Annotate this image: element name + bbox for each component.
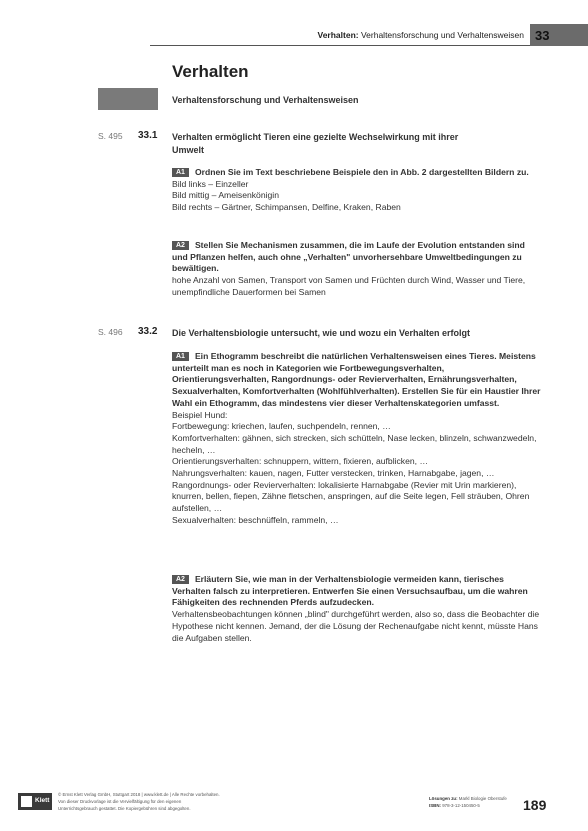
footer-isbn: 978-3-12-150450-5 (442, 802, 480, 808)
chapter-number-tab: 33 (530, 24, 588, 46)
answer-line: Komfortverhalten: gähnen, sich strecken, sich schütteln, Nase lecken, blinzeln, schwanzwedeln, hecheln, … (172, 432, 537, 455)
footer-copyright-line: Unterrichtsgebrauch gestattet. Die Kopiergebühren sind abgegolten. (58, 805, 191, 811)
task-question (172, 240, 542, 275)
klett-logo-mark (21, 796, 32, 807)
header-section-title (318, 30, 525, 40)
page-number: 189 (523, 797, 547, 813)
running-header (0, 24, 588, 46)
task-question-text: Erläutern Sie, wie man in der Verhaltensbiologie vermeiden kann, tierisches Verhalten falsch zu interpretieren. Entwerfen Sie einen Versuchsaufbau, um die wahren Fähigkeiten des rechnenden Pferds aufzudecken. (172, 574, 528, 608)
answer-line: Nahrungsverhalten: kauen, nagen, Futter verstecken, trinken, Harnabgabe, jagen, … (172, 468, 495, 479)
header-section-rest: Verhaltensforschung und Verhaltensweisen (358, 30, 524, 40)
klett-logo (18, 793, 52, 810)
section-page-ref: S. 495 (98, 131, 123, 141)
section-page-ref: S. 496 (98, 327, 123, 337)
footer-book-title: Markl Biologie Oberstufe (458, 796, 507, 801)
task-question (172, 167, 542, 179)
task-question-text: Ordnen Sie im Text beschriebene Beispiele den in Abb. 2 dargestellten Bildern zu. (194, 167, 529, 177)
task-answer (172, 410, 542, 527)
footer-copyright-line: Von dieser Druckvorlage ist die Vervielfältigung für den eigenen (58, 798, 182, 804)
answer-line: Verhaltensbeobachtungen können „blind" durchgeführt werden, also so, dass die Beobachter die Hypothese nicht kennen. Jemand, der die Lösung der Rechenaufgabe nicht kennt, müsste Hans die Aufgaben stellen. (172, 609, 540, 643)
task-33-1-a1 (172, 167, 542, 214)
answer-line: Bild mittig – Ameisenkönigin (172, 190, 279, 201)
answer-line: Orientierungsverhalten: schnuppern, wittern, fixieren, aufblicken, … (172, 456, 429, 467)
header-rule (150, 45, 530, 46)
task-question-text: Stellen Sie Mechanismen zusammen, die im Laufe der Evolution entstanden sind und Pflanzen helfen, auch ohne „Verhalten" unvorhersehbare Umweltbedingungen zu bewältigen. (172, 240, 525, 274)
footer-copyright (58, 792, 288, 812)
task-label-badge: A2 (172, 241, 189, 250)
section-title: Die Verhaltensbiologie untersucht, wie und wozu ein Verhalten erfolgt (172, 328, 471, 338)
task-label-badge: A2 (172, 575, 189, 584)
task-label-badge: A1 (172, 168, 189, 177)
page-title: Verhalten (172, 62, 249, 81)
task-answer (172, 179, 542, 214)
task-question-text: Ein Ethogramm beschreibt die natürlichen Verhaltensweisen eines Tieres. Meistens unterteilt man es noch in Kategorien wie Fortbewegungsverhalten, Orientierungsverhalten, Rangordnungs- oder Revierverhalten, Ernährungsverhalten, Sexualverhalten, Komfortverhalten (Wohlfühlverhalten). Erstellen Sie für ein Haustier Ihrer Wahl ein Ethogramm, das mindestens vier dieser Verhaltenskategorien umfasst. (172, 351, 541, 408)
task-label-badge: A1 (172, 352, 189, 361)
answer-line: Rangordnungs- oder Revierverhalten: lokalisierte Harnabgabe (Revier mit Urin markieren), knurren, bellen, fiepen, Zähne fletschen, anspringen, auf die Seite legen, Fell sträuben, Ohren aufstellen, … (172, 479, 530, 514)
subtitle-marker-bar (98, 88, 158, 110)
answer-line: Bild links – Einzeller (172, 178, 249, 189)
footer-copyright-line: © Ernst Klett Verlag GmbH, Stuttgart 2018 | www.klett.de | Alle Rechte vorbehalten. (58, 792, 220, 797)
section-number: 33.2 (138, 326, 158, 337)
answer-line: hohe Anzahl von Samen, Transport von Samen und Früchten durch Wind, Wasser und Tiere, unempfindliche Dauerformen bei Samen (172, 275, 526, 297)
task-question (172, 351, 542, 410)
klett-logo-text: Klett (35, 797, 50, 804)
answer-line: Beispiel Hund: (172, 409, 228, 420)
task-answer (172, 609, 542, 644)
answer-line: Bild rechts – Gärtner, Schimpansen, Delfine, Kraken, Raben (172, 202, 401, 213)
section-number: 33.1 (138, 130, 158, 141)
page-subtitle: Verhaltensforschung und Verhaltensweisen (172, 95, 359, 105)
section-title: Verhalten ermöglicht Tieren eine gezielte Wechselwirkung mit ihrer Umwelt (172, 132, 459, 155)
task-33-2-a1 (172, 351, 542, 527)
header-section-bold: Verhalten: (317, 30, 359, 40)
task-question (172, 574, 542, 609)
answer-line: Fortbewegung: kriechen, laufen, suchpendeln, rennen, … (172, 421, 391, 432)
task-33-2-a2 (172, 574, 542, 644)
footer-book-info (429, 796, 519, 809)
task-33-1-a2 (172, 240, 542, 299)
task-answer (172, 275, 542, 298)
footer-isbn-label: ISBN: (429, 802, 441, 808)
answer-line: Sexualverhalten: beschnüffeln, rammeln, … (172, 514, 339, 525)
footer-solutions-label: Lösungen zu: (429, 796, 458, 801)
